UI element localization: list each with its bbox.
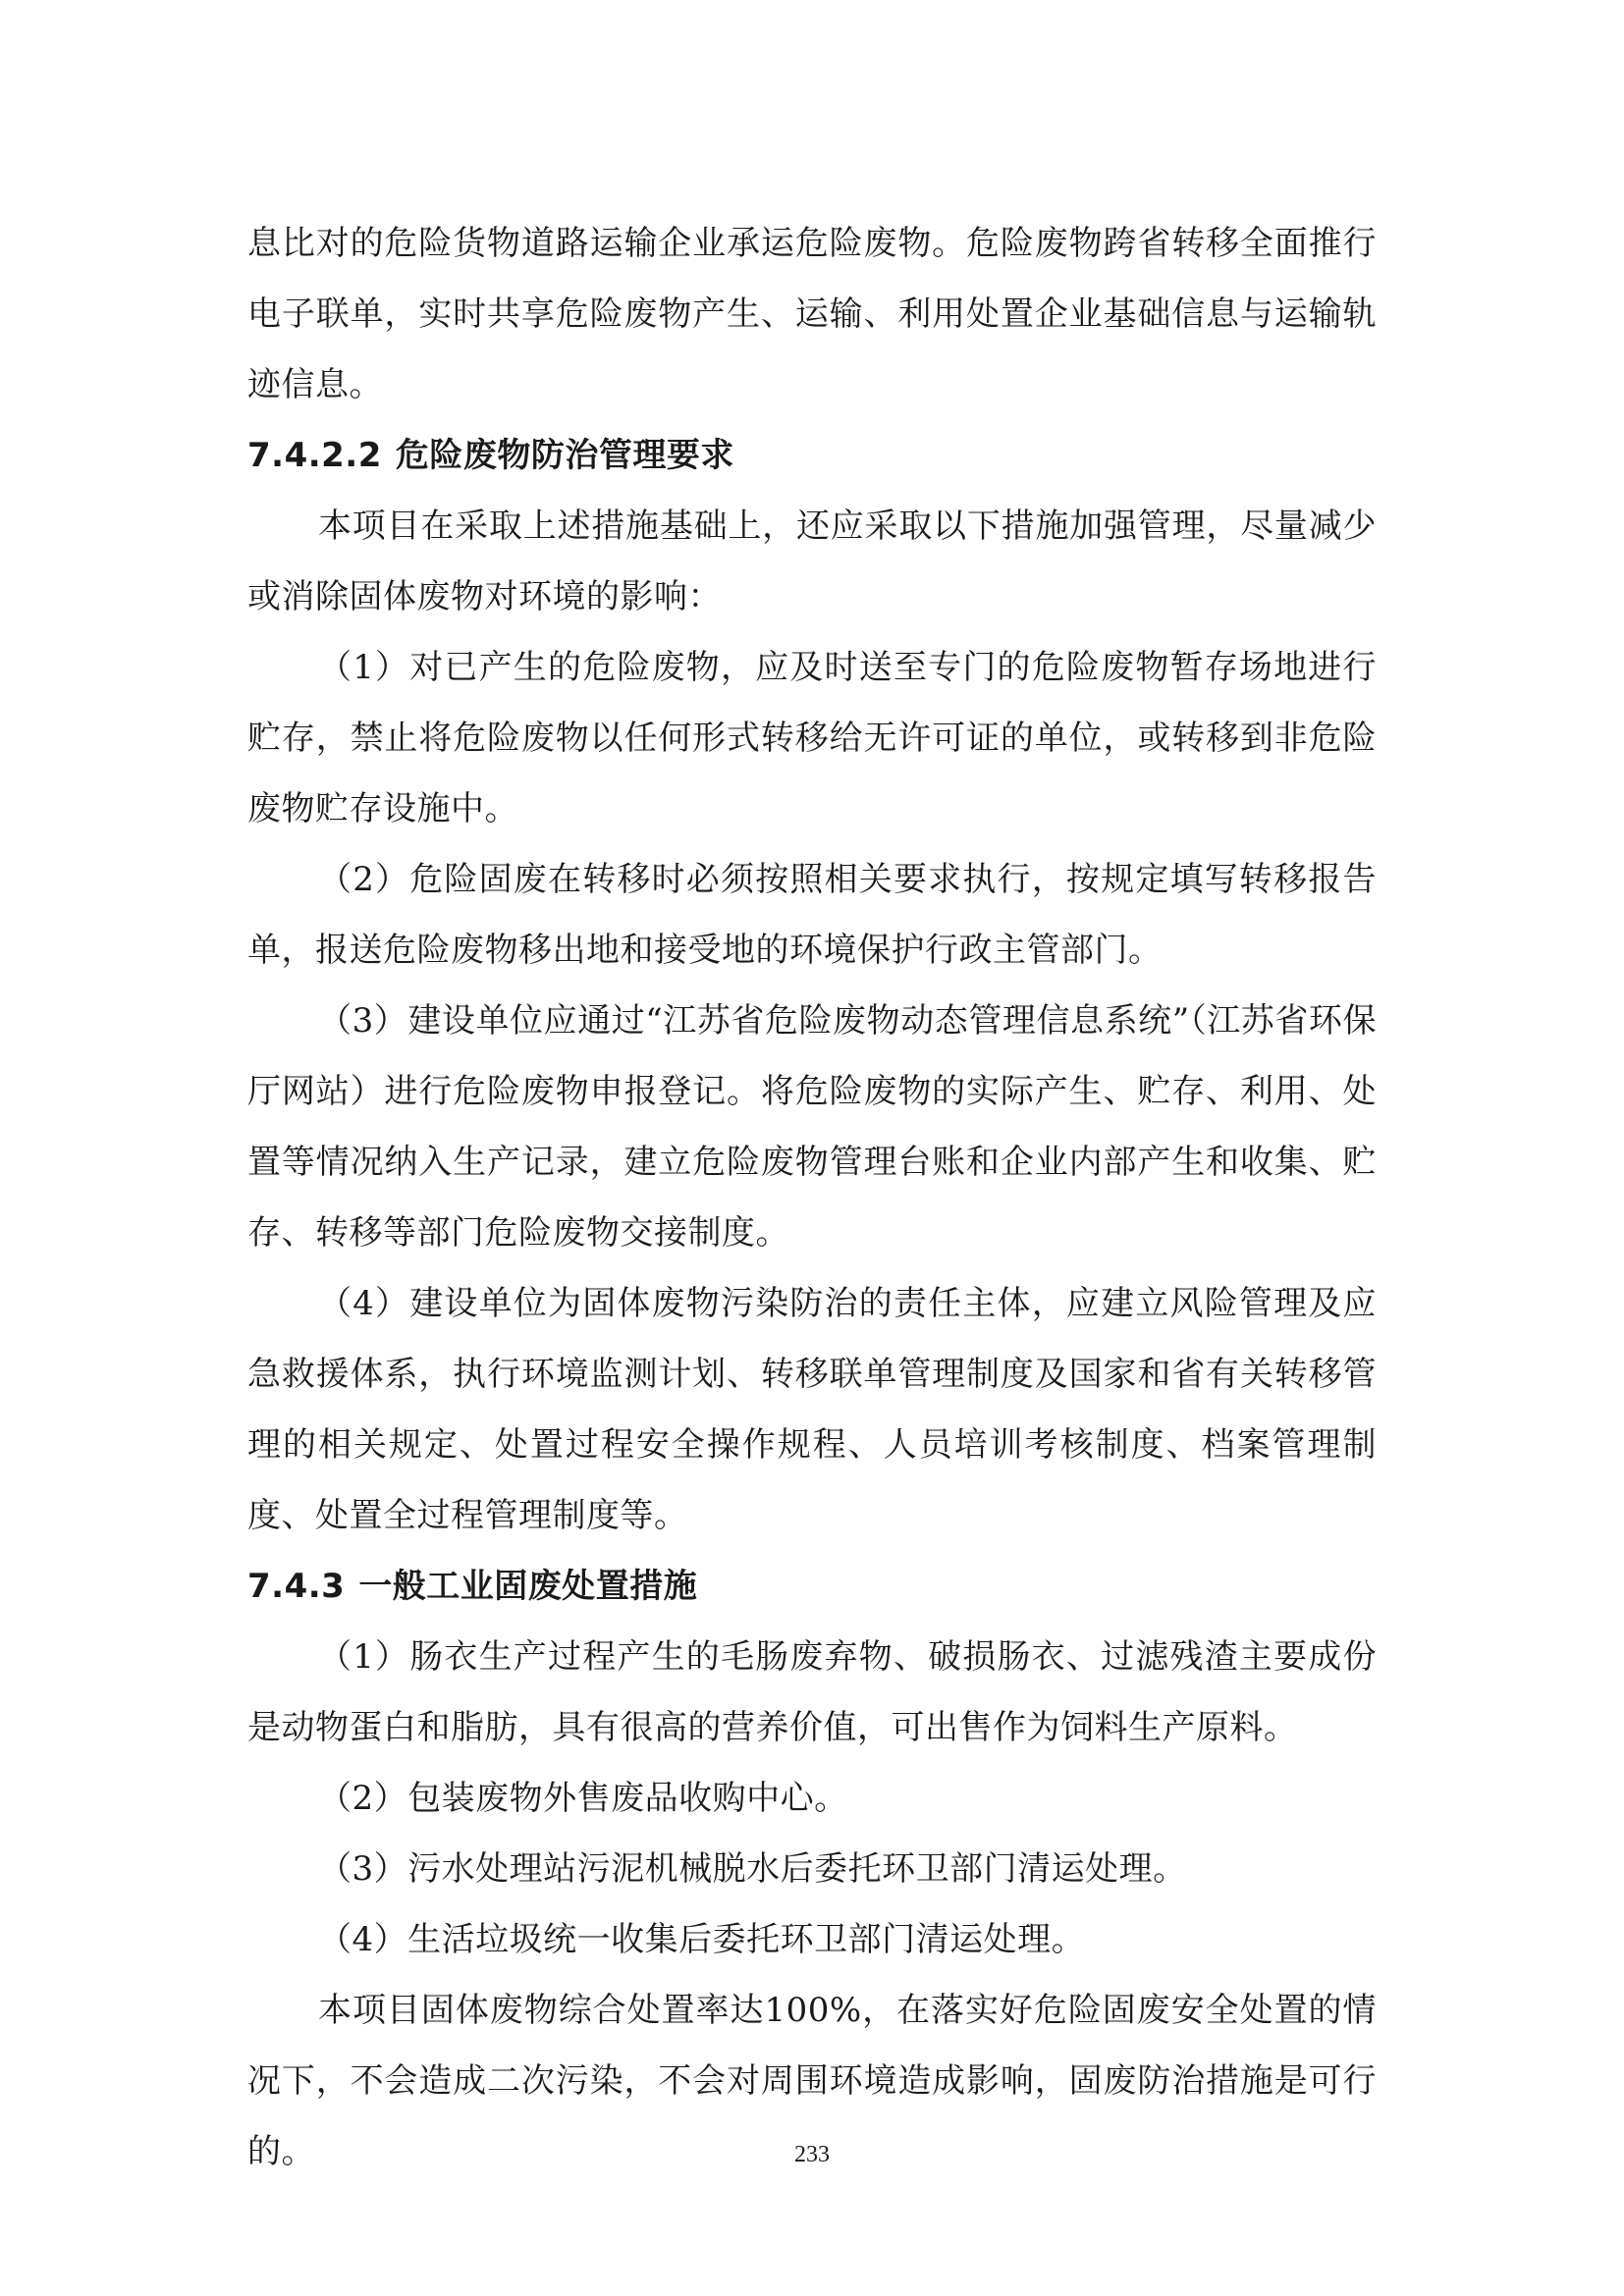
section-number: 7.4.2.2 bbox=[247, 436, 382, 475]
paragraph-conclusion: 本项目固体废物综合处置率达100%，在落实好危险固废安全处置的情况下，不会造成二次污染，不会对周围环境造成影响，固废防治措施是可行的。 bbox=[247, 1991, 1377, 2171]
page-body bbox=[247, 208, 1377, 2187]
section-title: 一般工业固废处置措施 bbox=[358, 1567, 698, 1606]
section-number: 7.4.3 bbox=[247, 1567, 346, 1606]
paragraph-item-3: （3）污水处理站污泥机械脱水后委托环卫部门清运处理。 bbox=[318, 1849, 1187, 1889]
paragraph-intro: 本项目在采取上述措施基础上，还应采取以下措施加强管理，尽量减少或消除固体废物对环境的影响： bbox=[247, 507, 1377, 616]
paragraph-item-4: （4）生活垃圾统一收集后委托环卫部门清运处理。 bbox=[318, 1920, 1086, 1959]
section-title: 危险废物防治管理要求 bbox=[395, 436, 734, 475]
paragraph-item-1: （1）对已产生的危险废物，应及时送至专门的危险废物暂存场地进行贮存，禁止将危险废物以任何形式转移给无许可证的单位，或转移到非危险废物贮存设施中。 bbox=[247, 648, 1377, 828]
paragraph-item-2: （2）包装废物外售废品收购中心。 bbox=[318, 1779, 848, 1818]
paragraph-item-2: （2）危险固废在转移时必须按照相关要求执行，按规定填写转移报告单，报送危险废物移出地和接受地的环境保护行政主管部门。 bbox=[247, 860, 1377, 970]
section-heading-7-4-3 bbox=[247, 1551, 1377, 1622]
section-heading-7-4-2-2 bbox=[247, 420, 1377, 491]
paragraph-item-1: （1）肠衣生产过程产生的毛肠废弃物、破损肠衣、过滤残渣主要成份是动物蛋白和脂肪，具有很高的营养价值，可出售作为饲料生产原料。 bbox=[247, 1637, 1377, 1747]
paragraph-continued: 息比对的危险货物道路运输企业承运危险废物。危险废物跨省转移全面推行电子联单，实时共享危险废物产生、运输、利用处置企业基础信息与运输轨迹信息。 bbox=[247, 224, 1377, 404]
paragraph-item-4: （4）建设单位为固体废物污染防治的责任主体，应建立风险管理及应急救援体系，执行环境监测计划、转移联单管理制度及国家和省有关转移管理的相关规定、处置过程安全操作规程、人员培训考核制度、档案管理制度、处置全过程管理制度等。 bbox=[247, 1284, 1377, 1535]
page-number: 233 bbox=[794, 2142, 830, 2167]
paragraph-item-3: （3）建设单位应通过“江苏省危险废物动态管理信息系统”（江苏省环保厅网站）进行危险废物申报登记。将危险废物的实际产生、贮存、利用、处置等情况纳入生产记录，建立危险废物管理台账和企业内部产生和收集、贮存、转移等部门危险废物交接制度。 bbox=[247, 1001, 1377, 1253]
